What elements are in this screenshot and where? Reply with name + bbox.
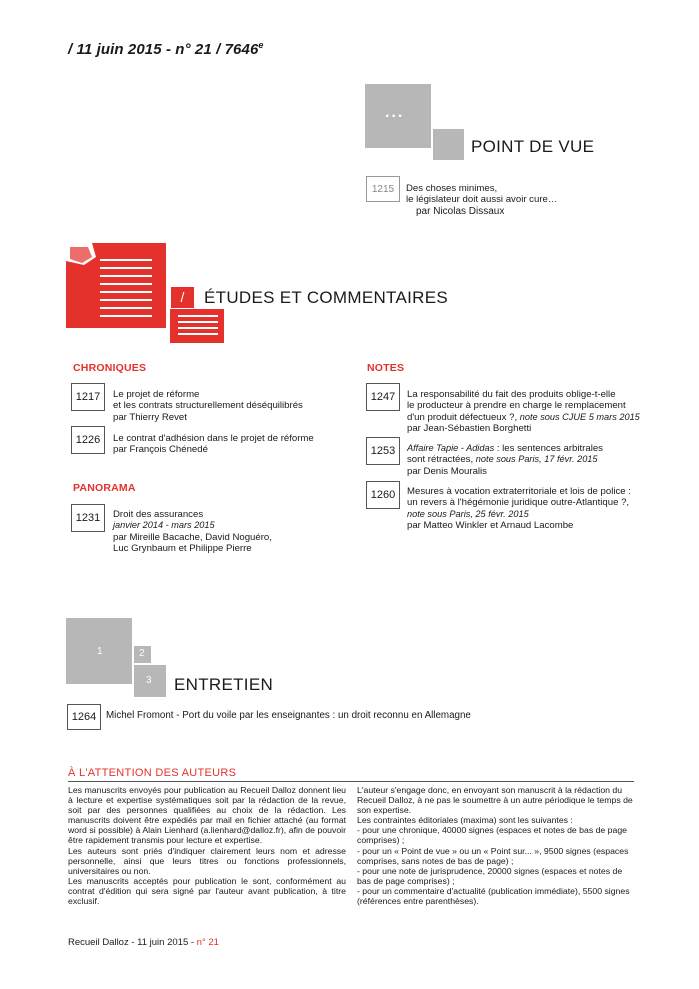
etudes-document-icon: [66, 243, 224, 343]
etudes-slash-box: /: [171, 287, 194, 308]
panorama-entry-1231[interactable]: Droit des assurances janvier 2014 - mars 2015 par Mireille Bacache, David Noguéro, Luc Grynbaum et Philippe Pierre: [113, 509, 272, 555]
page-number-1231: 1231: [71, 504, 105, 532]
chronique-entry-1226[interactable]: Le contrat d'adhésion dans le projet de réforme par François Chénedé: [113, 433, 314, 456]
page-number-1247: 1247: [366, 383, 400, 411]
note-entry-1247[interactable]: La responsabilité du fait des produits oblige-t-elle le producteur à prendre en charge le remplacement d'un produit défectueux ?, note sous CJUE 5 mars 2015 par Jean-Sébastien Borghetti: [407, 389, 640, 435]
attention-rule: [68, 781, 634, 782]
page-number-1253: 1253: [366, 437, 400, 465]
entretien-number-2: 2: [139, 648, 145, 659]
point-de-vue-entry[interactable]: Des choses minimes, le législateur doit aussi avoir cure… par Nicolas Dissaux: [406, 183, 558, 217]
page-number-1260: 1260: [366, 481, 400, 509]
note-entry-1260[interactable]: Mesures à vocation extraterritoriale et lois de police : un revers à l'hégémonie juridique outre-Atlantique ?, note sous Paris, 25 févr. 2015 par Matteo Winkler et Arnaud Lacombe: [407, 486, 631, 532]
attention-right-column: L'auteur s'engage donc, en envoyant son manuscrit à la rédaction du Recueil Dalloz, à ne pas le soumettre à un autre périodique le temps de son expertise. Les contraintes éditoriales (maxima) sont les suivantes : - pour une chronique, 40000 signes (espaces et notes de bas de page comprises) ; - pour un « Point de vue » ou un « Point sur... », 9500 signes (espaces comprises, sans notes de bas de page) ; - pour une note de jurisprudence, 20000 signes (espaces et notes de bas de page comprises) ; - pour un commentaire d'actualité (publication immédiate), 5500 signes (références entre parenthèses).: [357, 785, 633, 907]
page-number-1215: 1215: [366, 176, 400, 202]
section-title-point-de-vue: POINT DE VUE: [471, 137, 595, 156]
entretien-number-1: 1: [97, 646, 103, 657]
category-notes: NOTES: [367, 362, 405, 374]
attention-auteurs-title: À L'ATTENTION DES AUTEURS: [68, 767, 237, 779]
page-number-1226: 1226: [71, 426, 105, 454]
chronique-entry-1217[interactable]: Le projet de réforme et les contrats structurellement déséquilibrés par Thierry Revet: [113, 389, 303, 423]
attention-left-column: Les manuscrits envoyés pour publication au Recueil Dalloz donnent lieu à lecture et expertise systématiques soit par la rédaction de la revue, soit par des personnes qualifiées au choix de la rédaction. Les manuscrits doivent être expédiés par mail en fichier attaché (au format word si possible) à Alain Lienhard (a.lienhard@dalloz.fr), afin de pouvoir être rapidement transmis pour lecture et expertise. Les auteurs sont priés d'indiquer clairement leurs nom et adresse personnelle, ainsi que leurs titres ou fonctions professionnels, universitaires ou non. Les manuscrits acceptés pour publication le sont, conformément au contrat d'édition qui sera signé par l'auteur avant publication, à titre exclusif.: [68, 785, 346, 907]
section-title-etudes: ÉTUDES ET COMMENTAIRES: [204, 288, 448, 307]
dots-label: ...: [385, 104, 405, 121]
point-de-vue-small-square: [433, 129, 464, 160]
page-footer: Recueil Dalloz - 11 juin 2015 - n° 21: [68, 937, 219, 948]
page-number-1264: 1264: [67, 704, 101, 730]
entretien-number-3: 3: [146, 675, 152, 686]
category-panorama: PANORAMA: [73, 482, 136, 494]
category-chroniques: CHRONIQUES: [73, 362, 147, 374]
section-title-entretien: ENTRETIEN: [174, 675, 274, 694]
note-entry-1253[interactable]: Affaire Tapie - Adidas : les sentences arbitrales sont rétractées, note sous Paris, 17 févr. 2015 par Denis Mouralis: [407, 443, 603, 477]
page-number-1217: 1217: [71, 383, 105, 411]
entretien-entry-1264[interactable]: Michel Fromont - Port du voile par les enseignantes : un droit reconnu en Allemagne: [106, 710, 471, 721]
issue-header: / 11 juin 2015 - n° 21 / 7646e: [68, 40, 264, 58]
